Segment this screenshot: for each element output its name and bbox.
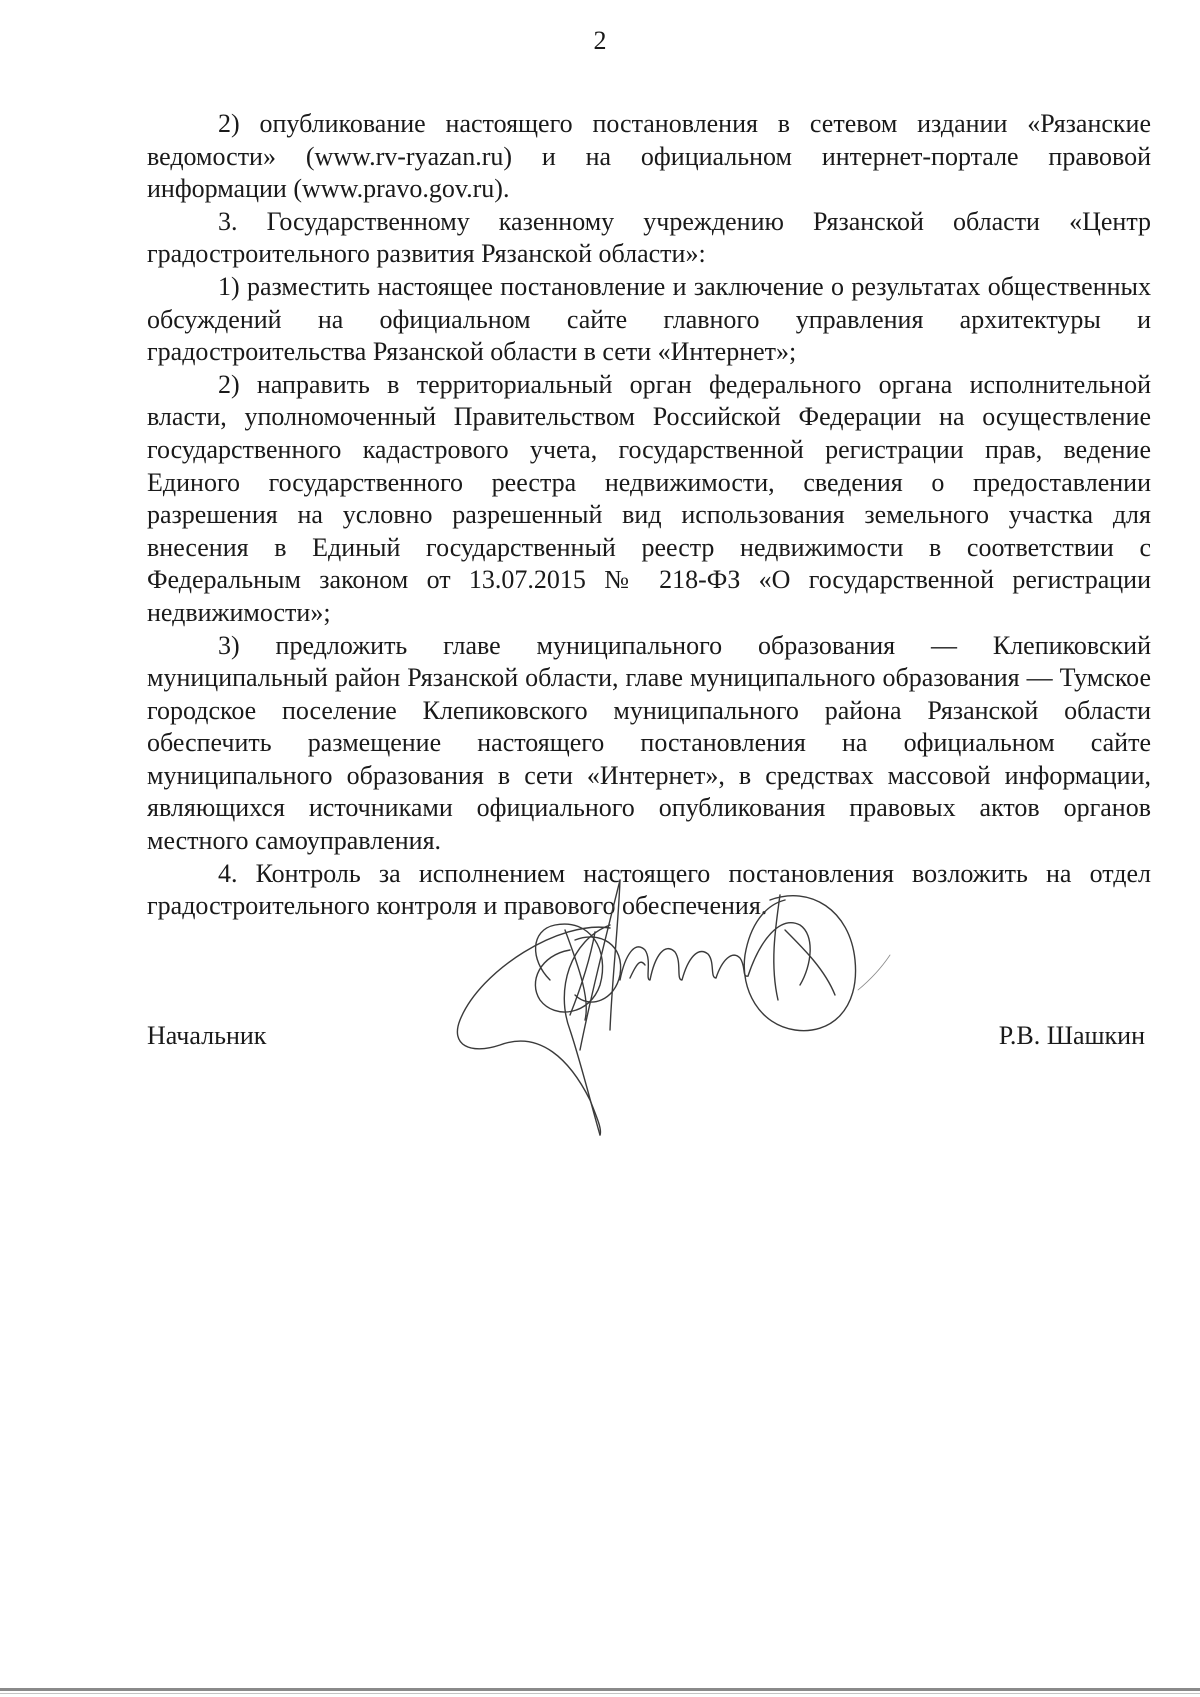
paragraph-item-4: 4. Контроль за исполнением настоящего постановления возложить на отдел градостроительного контроля и правового обеспечения. [147,858,1151,921]
handwritten-signature [440,870,960,1140]
signature-strokes [457,880,890,1135]
bottom-edge-line-faint [0,1693,1200,1694]
paragraph-item-3-3: 3) предложить главе муниципального образования — Клепиковский муниципальный район Рязанской области, главе муниципального образования — Тумское городское поселение Клепиковского муниципального района Рязанской области обеспечить размещение настоящего постановления на официальном сайте муниципального образования в сети «Интернет», в средствах массовой информации, являющихся источниками официального опубликования правовых актов органов местного самоуправления. [147,630,1151,856]
signer-name: Р.В. Шашкин [998,1021,1145,1050]
paragraph-item-3: 3. Государственному казенному учреждению Рязанской области «Центр градостроительного развития Рязанской области»: [147,206,1151,269]
signer-position: Начальник [147,1021,267,1050]
page-number: 2 [593,26,607,55]
signature-block [147,1020,1151,1060]
document-body [147,108,1151,923]
paragraph-item-3-1: 1) разместить настоящее постановление и заключение о результатах общественных обсуждений на официальном сайте главного управления архитектуры и градостроительства Рязанской области в сети «Интернет»; [147,271,1151,367]
bottom-edge-line [0,1688,1200,1691]
paragraph-item-3-2: 2) направить в территориальный орган федерального органа исполнительной власти, уполномоченный Правительством Российской Федерации на осуществление государственного кадастрового учета, государственной регистрации прав, ведение Единого государственного реестра недвижимости, сведения о предоставлении разрешения на условно разрешенный вид использования земельного участка для внесения в Единый государственный реестр недвижимости в соответствии с Федеральным законом от 13.07.2015 № 218-ФЗ «О государственной регистрации недвижимости»; [147,369,1151,627]
paragraph-publication: 2) опубликование настоящего постановления в сетевом издании «Рязанские ведомости» (www.rv-ryazan.ru) и на официальном интернет-портале правовой информации (www.pravo.gov.ru). [147,109,1151,204]
